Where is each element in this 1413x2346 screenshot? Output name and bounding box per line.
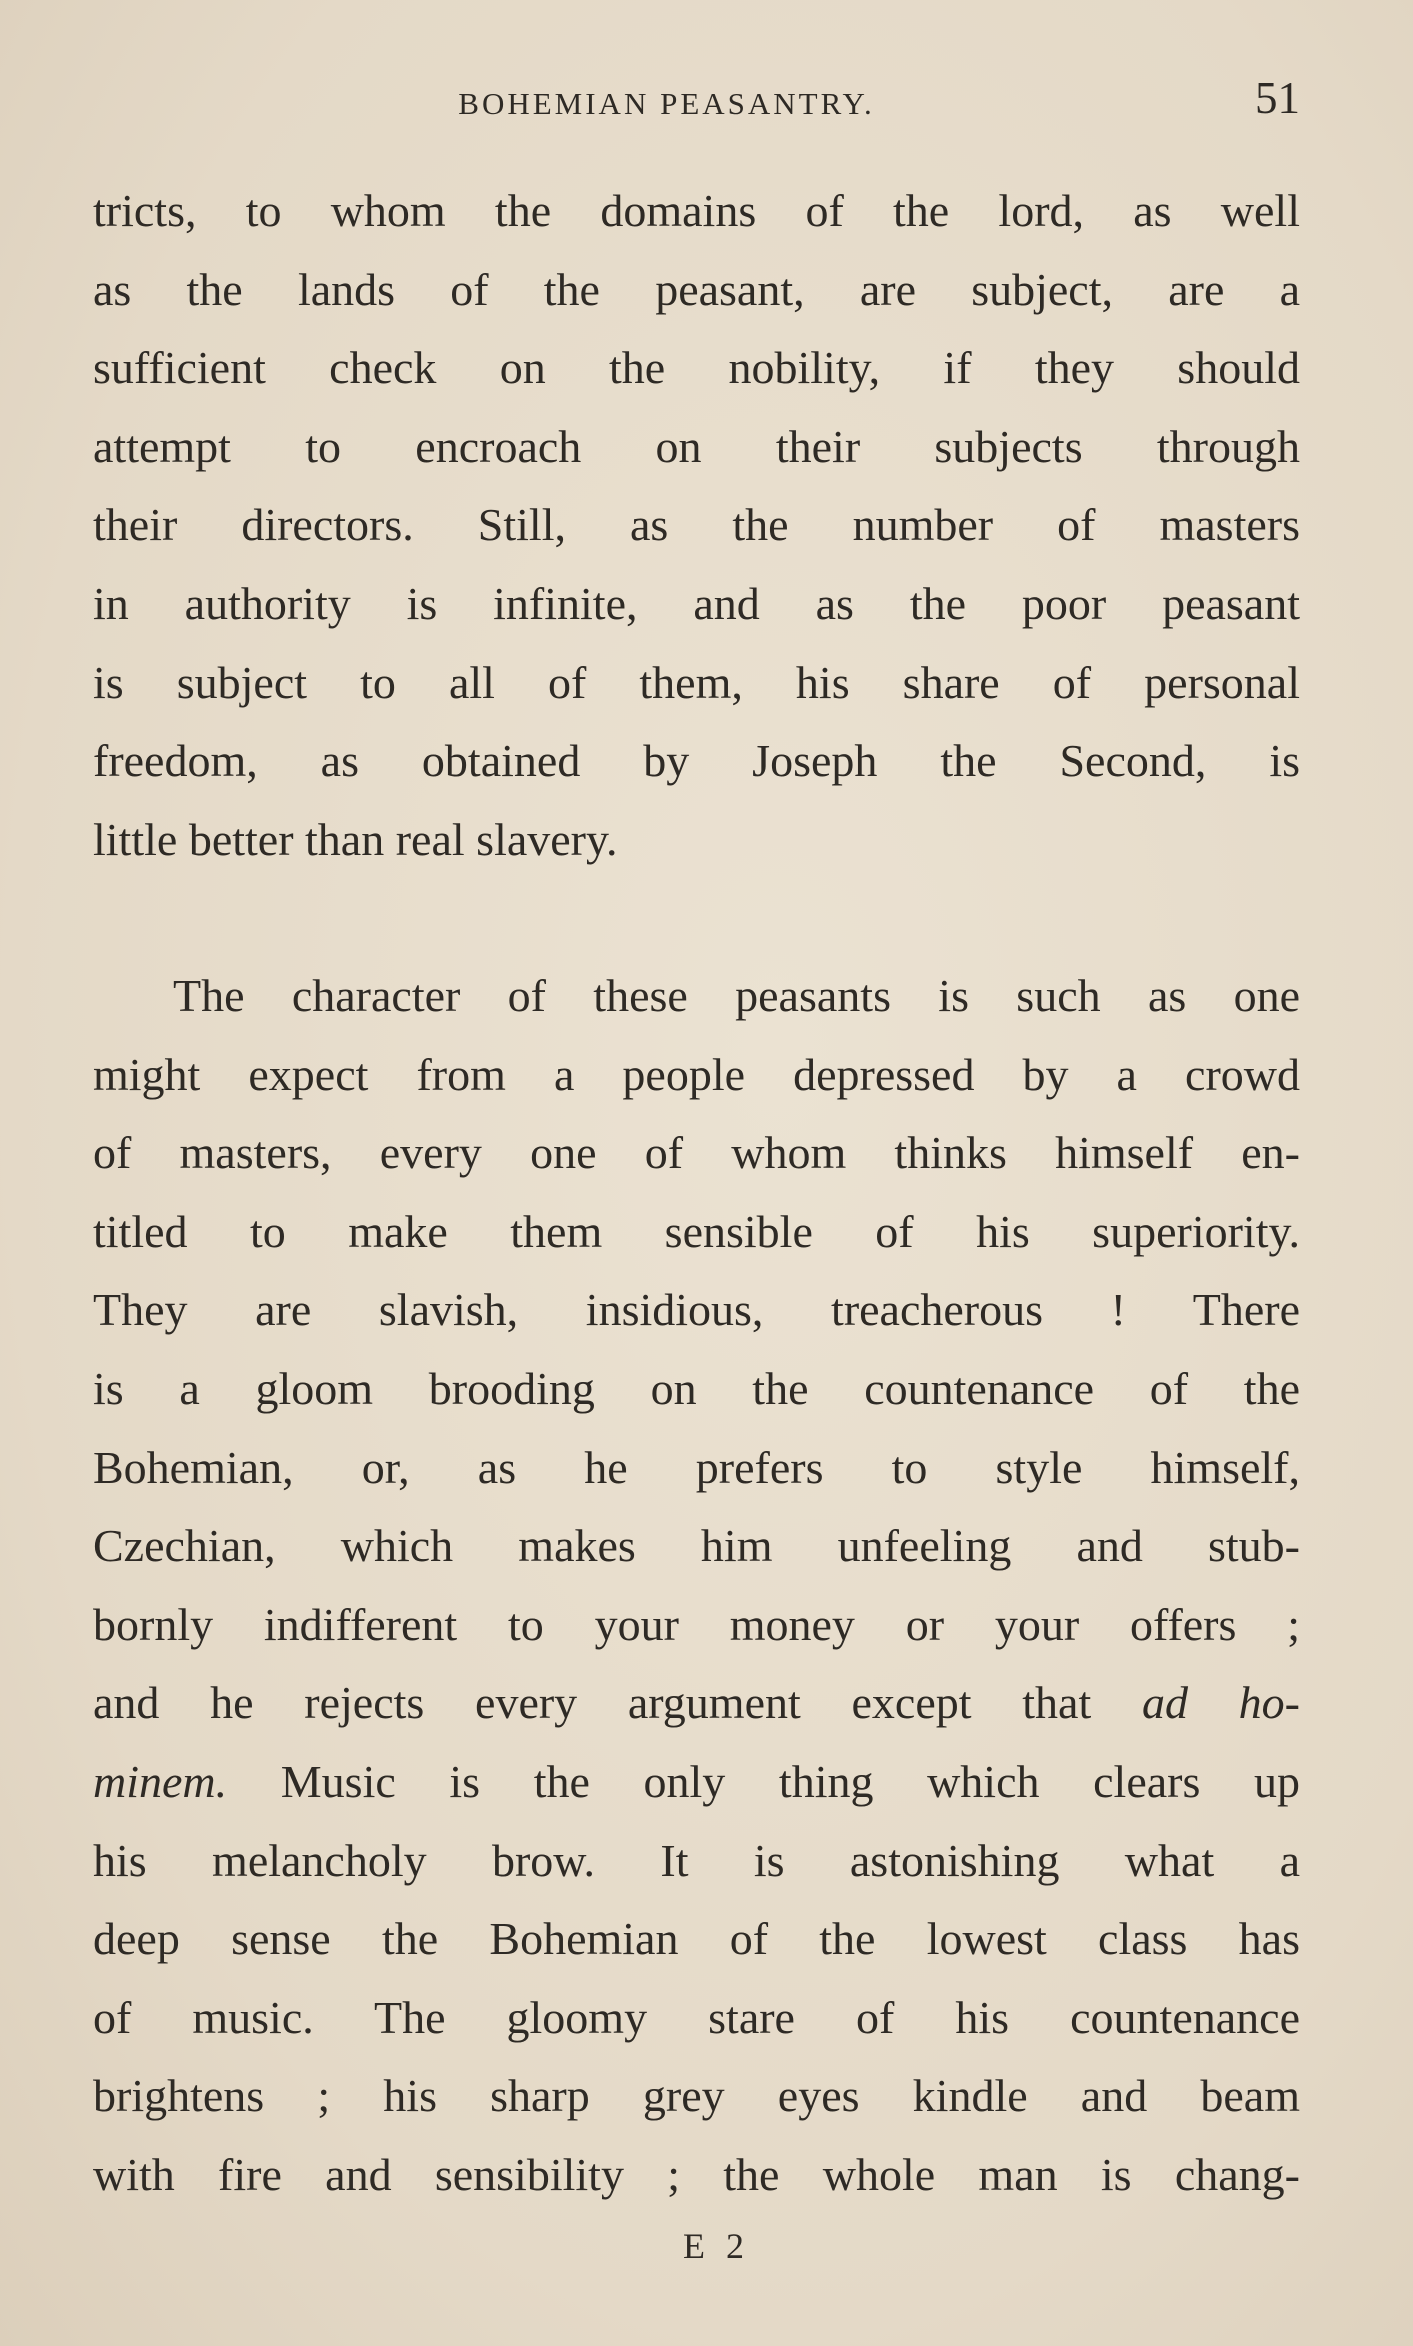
- text-line: tricts, to whom the domains of the lord, as well: [93, 185, 1300, 236]
- running-title: BOHEMIAN PEASANTRY.: [458, 86, 875, 121]
- text-line: Bohemian, or, as he prefers to style himself,: [93, 1441, 1300, 1493]
- text-line: of music. The gloomy stare of his countenance: [93, 1991, 1300, 2043]
- text-line: [93, 1664, 1300, 1743]
- signature-mark: E 2: [683, 2226, 750, 2266]
- text-line: bornly indifferent to your money or your offers ;: [93, 1598, 1300, 1650]
- text-line: The character of these peasants is such as one: [173, 970, 1300, 1021]
- text-line: is a gloom brooding on the countenance of the: [93, 1362, 1300, 1414]
- text-line: [93, 1743, 1300, 1822]
- text-line: is subject to all of them, his share of personal: [93, 656, 1300, 708]
- text-line: as the lands of the peasant, are subject, are a: [93, 263, 1300, 315]
- italic-phrase: ad ho-: [1141, 1677, 1300, 1729]
- text-line: freedom, as obtained by Joseph the Second, is: [93, 735, 1300, 787]
- paragraph-1: [93, 172, 1300, 879]
- text-line: their directors. Still, as the number of masters: [93, 499, 1300, 551]
- text-line: in authority is infinite, and as the poor peasant: [93, 577, 1300, 629]
- text-line: attempt to encroach on their subjects through: [93, 420, 1300, 472]
- text-line: might expect from a people depressed by a crowd: [93, 1048, 1300, 1100]
- text-line: Czechian, which makes him unfeeling and stub-: [93, 1520, 1300, 1572]
- italic-phrase: minem.: [93, 1755, 228, 1807]
- text-line: his melancholy brow. It is astonishing what a: [93, 1834, 1300, 1886]
- text-line: deep sense the Bohemian of the lowest class has: [93, 1913, 1300, 1965]
- text-segment: and he rejects every argument except that: [93, 1677, 1092, 1729]
- text-line: titled to make them sensible of his superiority.: [93, 1205, 1300, 1257]
- text-line: They are slavish, insidious, treacherous ! There: [93, 1284, 1300, 1336]
- text-line: with fire and sensibility ; the whole man is chang-: [93, 2148, 1300, 2200]
- paragraph-2: [93, 957, 1300, 2215]
- text-segment: Music is the only thing which clears up: [280, 1755, 1301, 1807]
- text-line: sufficient check on the nobility, if they should: [93, 342, 1300, 394]
- page-number: 51: [1255, 73, 1300, 123]
- text-line: of masters, every one of whom thinks himself en-: [93, 1127, 1300, 1179]
- text-line: brightens ; his sharp grey eyes kindle and beam: [93, 2070, 1300, 2122]
- running-head: [93, 72, 1300, 132]
- text-line: little better than real slavery.: [93, 813, 618, 865]
